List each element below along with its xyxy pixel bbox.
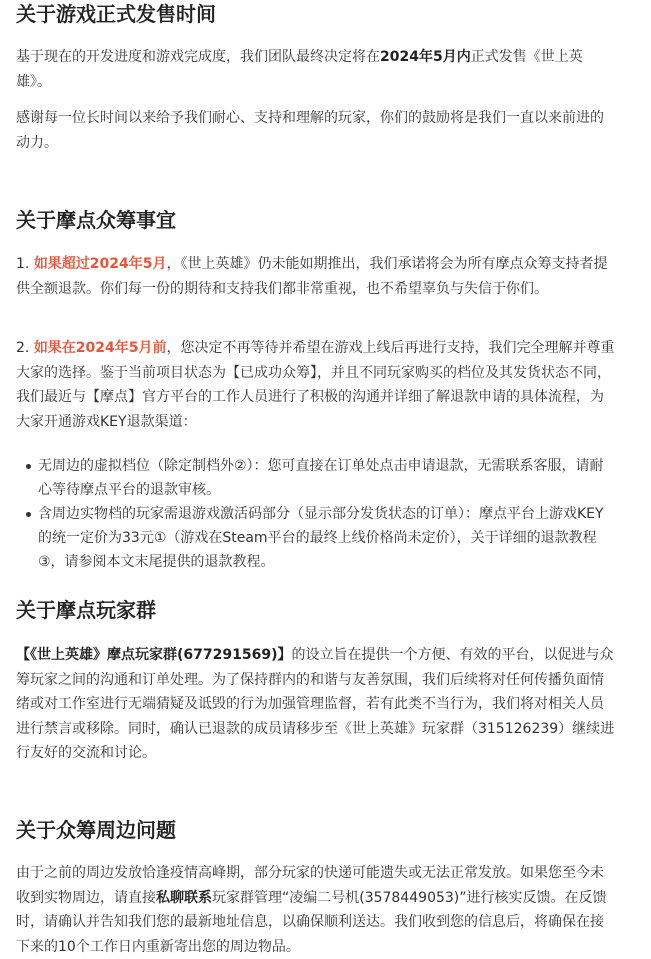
group-paragraph <box>16 643 616 766</box>
list-item <box>16 502 612 574</box>
list-item-text: 含周边实物档的玩家需退游戏激活码部分（显示部分发货状态的订单）：摩点平台上游戏KEY的统一定价为33元①（游戏在Steam平台的最终上线价格尚未定价），关于详细的退款教程③，请参阅本文末尾提供的退款教程。 <box>38 506 604 570</box>
crowdfunding-section-title: 关于摩点众筹事宜 <box>16 208 176 232</box>
list-item <box>16 454 612 502</box>
group-section-title: 关于摩点玩家群 <box>16 598 156 622</box>
refund-options-list <box>16 454 612 574</box>
merch-text-pre: 由于之前的周边发放恰逢疫情高峰期，部分玩家的快递可能遗失或无法正常发放。如果您至今未收到实物周边，请直接 <box>16 865 604 906</box>
merch-section-title: 关于众筹周边问题 <box>16 818 176 842</box>
item-1-highlight: 如果超过2024年5月 <box>33 256 167 272</box>
bullet-dot-icon <box>26 512 31 517</box>
item-2-number: 2. <box>16 340 30 356</box>
item-2-highlight: 如果在2024年5月前 <box>33 340 167 356</box>
release-text-post: 正式发售《世上英雄》。 <box>16 49 583 90</box>
thanks-paragraph: 感谢每一位长时间以来给予我们耐心、支持和理解的玩家，你们的鼓励将是我们一直以来前进的动力。 <box>16 110 604 151</box>
release-paragraph <box>16 45 616 94</box>
crowdfunding-item-1 <box>16 252 616 301</box>
merch-text-post: 玩家群管理“凌编二号机(3578449053)”进行核实反馈。在反馈时，请确认并告知我们您的最新地址信息，以确保顺利送达。我们收到您的信息后，将确保在接下来的10个工作日内重新寄出您的周边物品。 <box>16 889 607 955</box>
item-2-text: ，您决定不再等待并希望在游戏上线后再进行支持，我们完全理解并尊重大家的选择。鉴于当前项目状态为【已成功众筹】，并且不同玩家购买的档位及其发货状态不同，我们最近与【摩点】官方平台的工作人员进行了积极的沟通并详细了解退款申请的具体流程，为大家开通游戏KEY退款渠道： <box>16 340 615 430</box>
group-text: 的设立旨在提供一个方便、有效的平台，以促进与众筹玩家之间的沟通和订单处理。为了保持群内的和谐与友善氛围，我们后续将对任何传播负面情绪或对工作室进行无端猜疑及诋毁的行为加强管理监督，若有此类不当行为，我们将对相关人员进行禁言或移除。同时，确认已退款的成员请移步至《世上英雄》玩家群（315126239）继续进行友好的交流和讨论。 <box>16 647 615 761</box>
bullet-dot-icon <box>26 464 31 469</box>
merch-paragraph <box>16 861 616 959</box>
item-1-number: 1. <box>16 256 30 272</box>
release-section-title: 关于游戏正式发售时间 <box>16 2 216 26</box>
list-item-text: 无周边的虚拟档位（除定制档外②）：您可直接在订单处点击申请退款，无需联系客服，请耐心等待摩点平台的退款审核。 <box>38 458 604 498</box>
release-text-pre: 基于现在的开发进度和游戏完成度，我们团队最终决定将在 <box>16 49 380 65</box>
item-1-text: ，《世上英雄》仍未能如期推出，我们承诺将会为所有摩点众筹支持者提供全额退款。你们每一份的期待和支持我们都非常重视，也不希望辜负与失信于你们。 <box>16 256 608 297</box>
group-name: 【《世上英雄》摩点玩家群(677291569)】 <box>16 647 292 663</box>
merch-contact-emphasis: 私聊联系 <box>156 889 212 906</box>
crowdfunding-item-2 <box>16 336 616 434</box>
release-date: 2024年5月内 <box>380 49 471 65</box>
